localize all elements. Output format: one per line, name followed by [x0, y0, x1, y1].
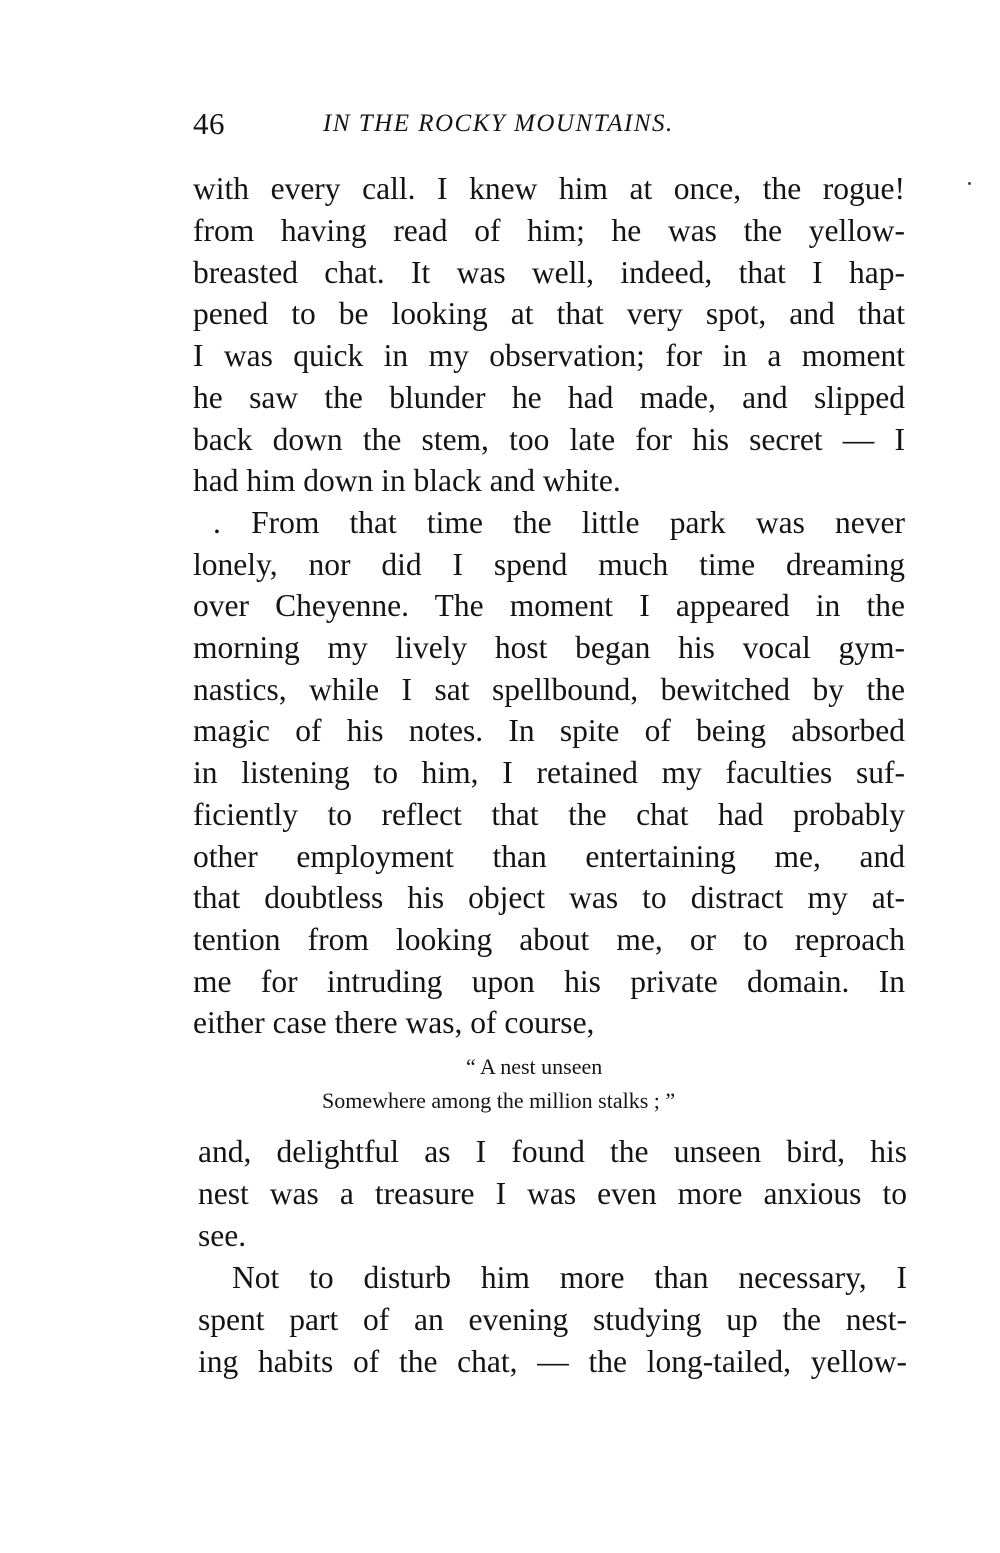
text-line: he saw the blunder he had made, and slipped — [193, 380, 905, 415]
page-header — [193, 106, 905, 146]
paragraph-start-line: . From that time the little park was never — [213, 505, 905, 540]
text-line: see. — [198, 1218, 247, 1253]
text-line: nest was a treasure I was even more anxious to — [198, 1176, 907, 1211]
paragraph-start-line: Not to disturb him more than necessary, I — [232, 1260, 907, 1295]
text-line: from having read of him; he was the yellow- — [193, 213, 905, 248]
text-line: magic of his notes. In spite of being absorbed — [193, 713, 905, 748]
text-line: either case there was, of course, — [193, 1005, 595, 1040]
text-line: with every call. I knew him at once, the rogue! — [193, 171, 905, 206]
text-line: spent part of an evening studying up the nest- — [198, 1302, 907, 1337]
text-line: that doubtless his object was to distract my at- — [193, 880, 905, 915]
text-line: in listening to him, I retained my faculties suf- — [193, 755, 905, 790]
text-line: pened to be looking at that very spot, and that — [193, 296, 905, 331]
text-line: back down the stem, too late for his secret — I — [193, 422, 905, 457]
text-line: me for intruding upon his private domain. In — [193, 964, 905, 999]
quote-line: Somewhere among the million stalks ; ” — [322, 1088, 676, 1113]
text-line: lonely, nor did I spend much time dreaming — [193, 547, 905, 582]
running-head: IN THE ROCKY MOUNTAINS. — [323, 110, 674, 137]
text-line: ficiently to reflect that the chat had probably — [193, 797, 905, 832]
text-line: breasted chat. It was well, indeed, that I hap- — [193, 255, 905, 290]
text-line: over Cheyenne. The moment I appeared in the — [193, 588, 905, 623]
ink-speck — [968, 182, 971, 185]
page-number: 46 — [193, 106, 225, 141]
text-line: tention from looking about me, or to reproach — [193, 922, 905, 957]
text-line: morning my lively host began his vocal gym- — [193, 630, 905, 665]
text-line: nastics, while I sat spellbound, bewitched by the — [193, 672, 905, 707]
quote-line: “ A nest unseen — [466, 1054, 603, 1079]
text-line: other employment than entertaining me, and — [193, 839, 905, 874]
text-line: ing habits of the chat, — the long-tailed, yellow- — [198, 1344, 907, 1379]
text-line: I was quick in my observation; for in a moment — [193, 338, 905, 373]
text-line: and, delightful as I found the unseen bird, his — [198, 1134, 907, 1169]
text-line: had him down in black and white. — [193, 463, 621, 498]
